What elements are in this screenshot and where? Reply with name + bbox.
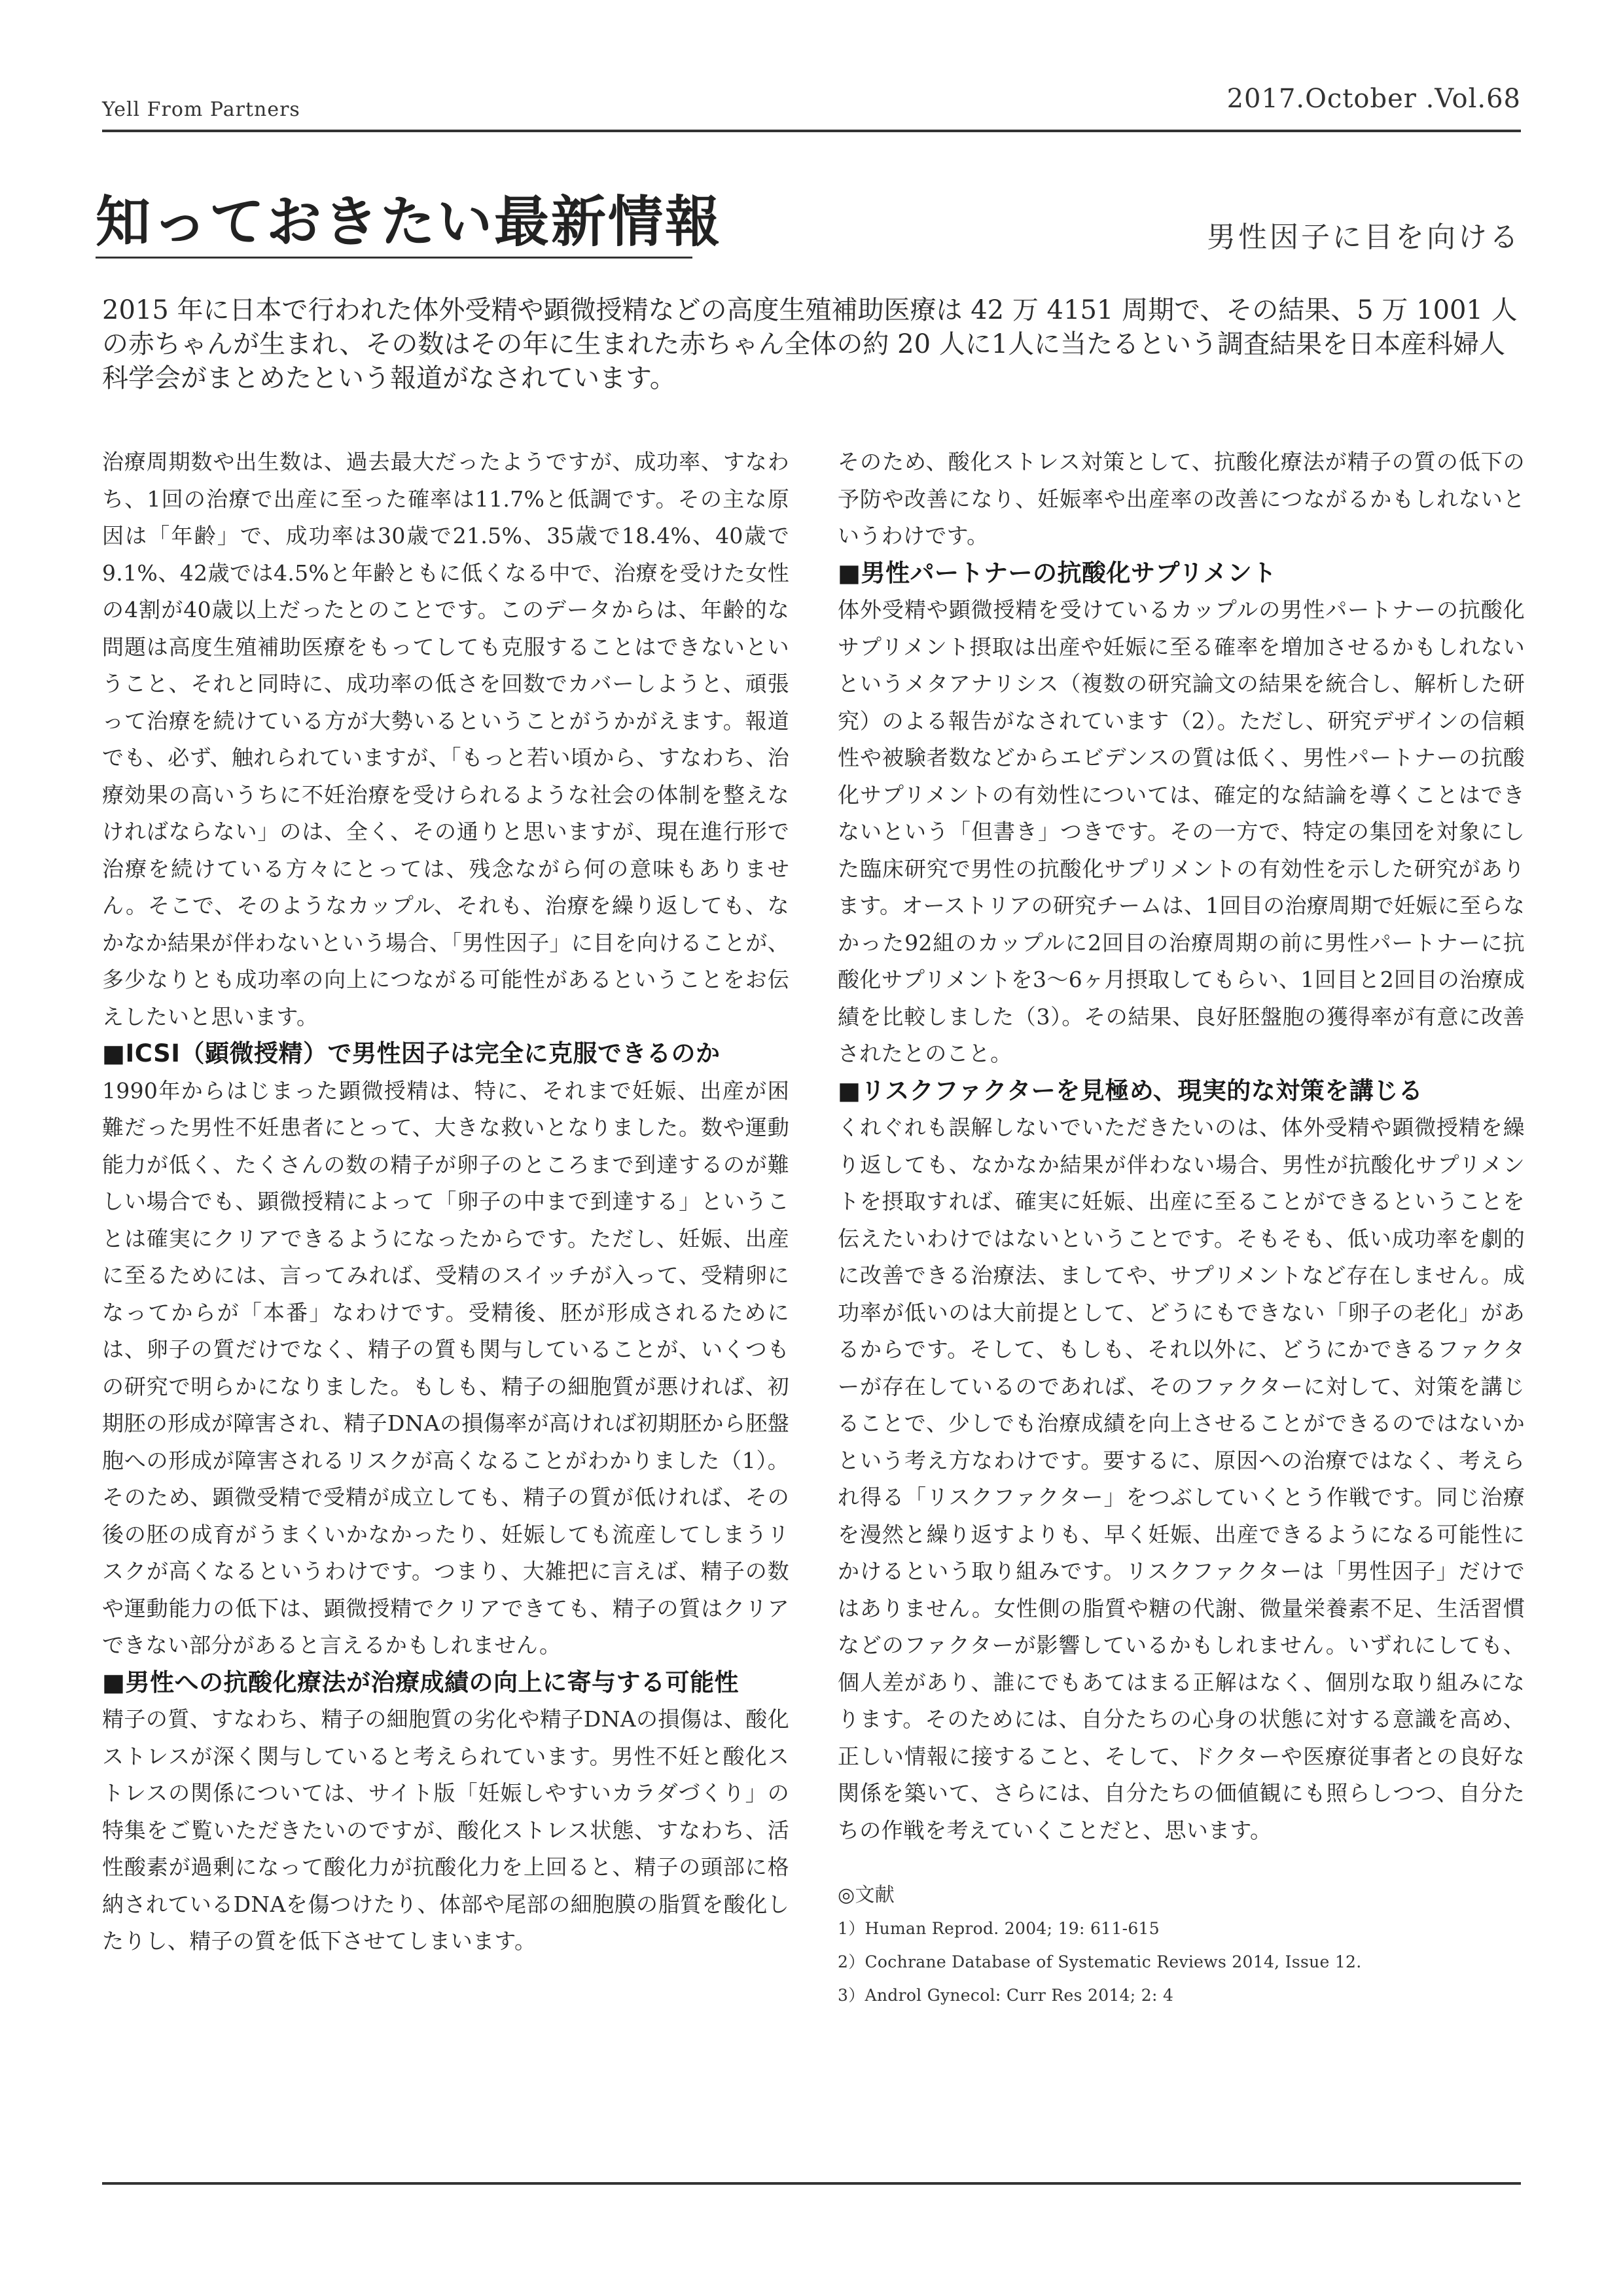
section-heading: ■男性への抗酸化療法が治療成績の向上に寄与する可能性 [102, 1668, 739, 1696]
references [838, 1879, 1525, 2012]
section-heading: ■ICSI（顕微授精）で男性因子は完全に克服できるのか [102, 1039, 721, 1067]
lead-paragraph: 2015 年に日本で行われた体外受精や顕微授精などの高度生殖補助医療は 42 万 4151 周期で、その結果、5 万 1001 人の赤ちゃんが生まれ、その数はその年に生まれた赤ちゃん全体の約 20 人に1人に当たるという調査結果を日本産科婦人科学会がまとめたという報道がなされています。 [102, 295, 1518, 393]
references-title: ◎文献 [838, 1884, 895, 1907]
title-underline [96, 257, 692, 259]
reference-item: 2）Cochrane Database of Systematic Reviews 2014, Issue 12. [838, 1952, 1362, 1971]
body-paragraph: くれぐれも誤解しないでいただきたいのは、体外受精や顕微授精を繰り返しても、なかなか結果が伴わない場合、男性が抗酸化サプリメントを摂取すれば、確実に妊娠、出産に至ることができるということを伝えたいわけではないということです。そもそも、低い成功率を劇的に改善できる治療法、ましてや、サプリメントなど存在しません。成功率が低いのは大前提として、どうにもできない「卵子の老化」があるからです。そして、もしも、それ以外に、どうにかできるファクターが存在しているのであれば、そのファクターに対して、対策を講じることで、少しでも治療成績を向上させることができるのではないかという考え方なわけです。要するに、原因への治療ではなく、考えられ得る「リスクファクター」をつぶしていくとう作戦です。同じ治療を漫然と繰り返すよりも、早く妊娠、出産できるようになる可能性にかけるという取り組みです。リスクファクターは「男性因子」だけではありません。女性側の脂質や糖の代謝、微量栄養素不足、生活習慣などのファクターが影響しているかもしれません。いずれにしても、個人差があり、誰にでもあてはまる正解はなく、個別な取り組みになります。そのためには、自分たちの心身の状態に対する意識を高め、正しい情報に接すること、そして、ドクターや医療従事者との良好な関係を築いて、さらには、自分たちの価値観にも照らしつつ、自分たちの作戦を考えていくことだと、思います。 [838, 1115, 1525, 1843]
page-subtitle: 男性因子に目を向ける [1207, 221, 1521, 254]
section-heading: ■リスクファクターを見極め、現実的な対策を講じる [838, 1076, 1423, 1105]
body-paragraph: 精子の質、すなわち、精子の細胞質の劣化や精子DNAの損傷は、酸化ストレスが深く関与していると考えられています。男性不妊と酸化ストレスの関係については、サイト版「妊娠しやすいカラダづくり」の特集をご覧いただきたいのですが、酸化ストレス状態、すなわち、活性酸素が過剰になって酸化力が抗酸化力を上回ると、精子の頭部に格納されているDNAを傷つけたり、体部や尾部の細胞膜の脂質を酸化したりし、精子の質を低下させてしまいます。 [102, 1706, 789, 1954]
body-paragraph: 1990年からはじまった顕微授精は、特に、それまで妊娠、出産が困難だった男性不妊患者にとって、大きな救いとなりました。数や運動能力が低く、たくさんの数の精子が卵子のところまで到達するのが難しい場合でも、顕微授精によって「卵子の中まで到達する」ということは確実にクリアできるようになったからです。ただし、妊娠、出産に至るためには、言ってみれば、受精のスイッチが入って、受精卵になってからが「本番」なわけです。受精後、胚が形成されるためには、卵子の質だけでなく、精子の質も関与していることが、いくつもの研究で明らかになりました。もしも、精子の細胞質が悪ければ、初期胚の形成が障害され、精子DNAの損傷率が高ければ初期胚から胚盤胞への形成が障害されるリスクが高くなることがわかりました（1）。そのため、顕微受精で受精が成立しても、精子の質が低ければ、その後の胚の成育がうまくいかなかったり、妊娠しても流産してしまうリスクが高くなるというわけです。つまり、大雑把に言えば、精子の数や運動能力の低下は、顕微授精でクリアできても、精子の質はクリアできない部分があると言えるかもしれません。 [102, 1077, 789, 1658]
section-heading: ■男性パートナーの抗酸化サプリメント [838, 558, 1277, 587]
body-paragraph: 体外受精や顕微授精を受けているカップルの男性パートナーの抗酸化サプリメント摂取は出産や妊娠に至る確率を増加させるかもしれないというメタアナリシス（複数の研究論文の結果を統合し、解析した研究）のよる報告がなされています（2）。ただし、研究デザインの信頼性や被験者数などからエビデンスの質は低く、男性パートナーの抗酸化サプリメントの有効性については、確定的な結論を導くことはできないという「但書き」つきです。その一方で、特定の集団を対象にした臨床研究で男性の抗酸化サプリメントの有効性を示した研究があります。オーストリアの研究チームは、1回目の治療周期で妊娠に至らなかった92組のカップルに2回目の治療周期の前に男性パートナーに抗酸化サプリメントを3～6ヶ月摂取してもらい、1回目と2回目の治療成績を比較しました（3）。その結果、良好胚盤胞の獲得率が有意に改善されたとのこと。 [838, 597, 1525, 1066]
right-column [838, 444, 1525, 2012]
page-title: 知っておきたい最新情報 [96, 189, 722, 254]
publication-name: Yell From Partners [102, 98, 300, 121]
body-paragraph: 治療周期数や出生数は、過去最大だったようですが、成功率、すなわち、1回の治療で出産に至った確率は11.7%と低調です。その主な原因は「年齢」で、成功率は30歳で21.5%、35歳で18.4%、40歳で9.1%、42歳では4.5%と年齢ともに低くなる中で、治療を受けた女性の4割が40歳以上だったとのことです。このデータからは、年齢的な問題は高度生殖補助医療をもってしても克服することはできないということ、それと同時に、成功率の低さを回数でカバーしようと、頑張って治療を続けている方が大勢いるということがうかがえます。報道でも、必ず、触れられていますが、「もっと若い頃から、すなわち、治療効果の高いうちに不妊治療を受けられるような社会の体制を整えなければならない」のは、全く、その通りと思いますが、現在進行形で治療を続けている方々にとっては、残念ながら何の意味もありません。そこで、そのようなカップル、それも、治療を繰り返しても、なかなか結果が伴わないという場合、「男性因子」に目を向けることが、多少なりとも成功率の向上につながる可能性があるということをお伝えしたいと思います。 [102, 449, 789, 1030]
left-column [102, 444, 789, 1960]
footer-rule [102, 2182, 1521, 2185]
reference-item: 1）Human Reprod. 2004; 19: 611-615 [838, 1919, 1160, 1938]
body-paragraph: そのため、酸化ストレス対策として、抗酸化療法が精子の質の低下の予防や改善になり、妊娠率や出産率の改善につながるかもしれないというわけです。 [838, 449, 1525, 548]
reference-item: 3）Androl Gynecol: Curr Res 2014; 2: 4 [838, 1986, 1174, 2005]
issue-label: 2017.October .Vol.68 [1226, 84, 1521, 114]
header-rule [102, 130, 1521, 132]
